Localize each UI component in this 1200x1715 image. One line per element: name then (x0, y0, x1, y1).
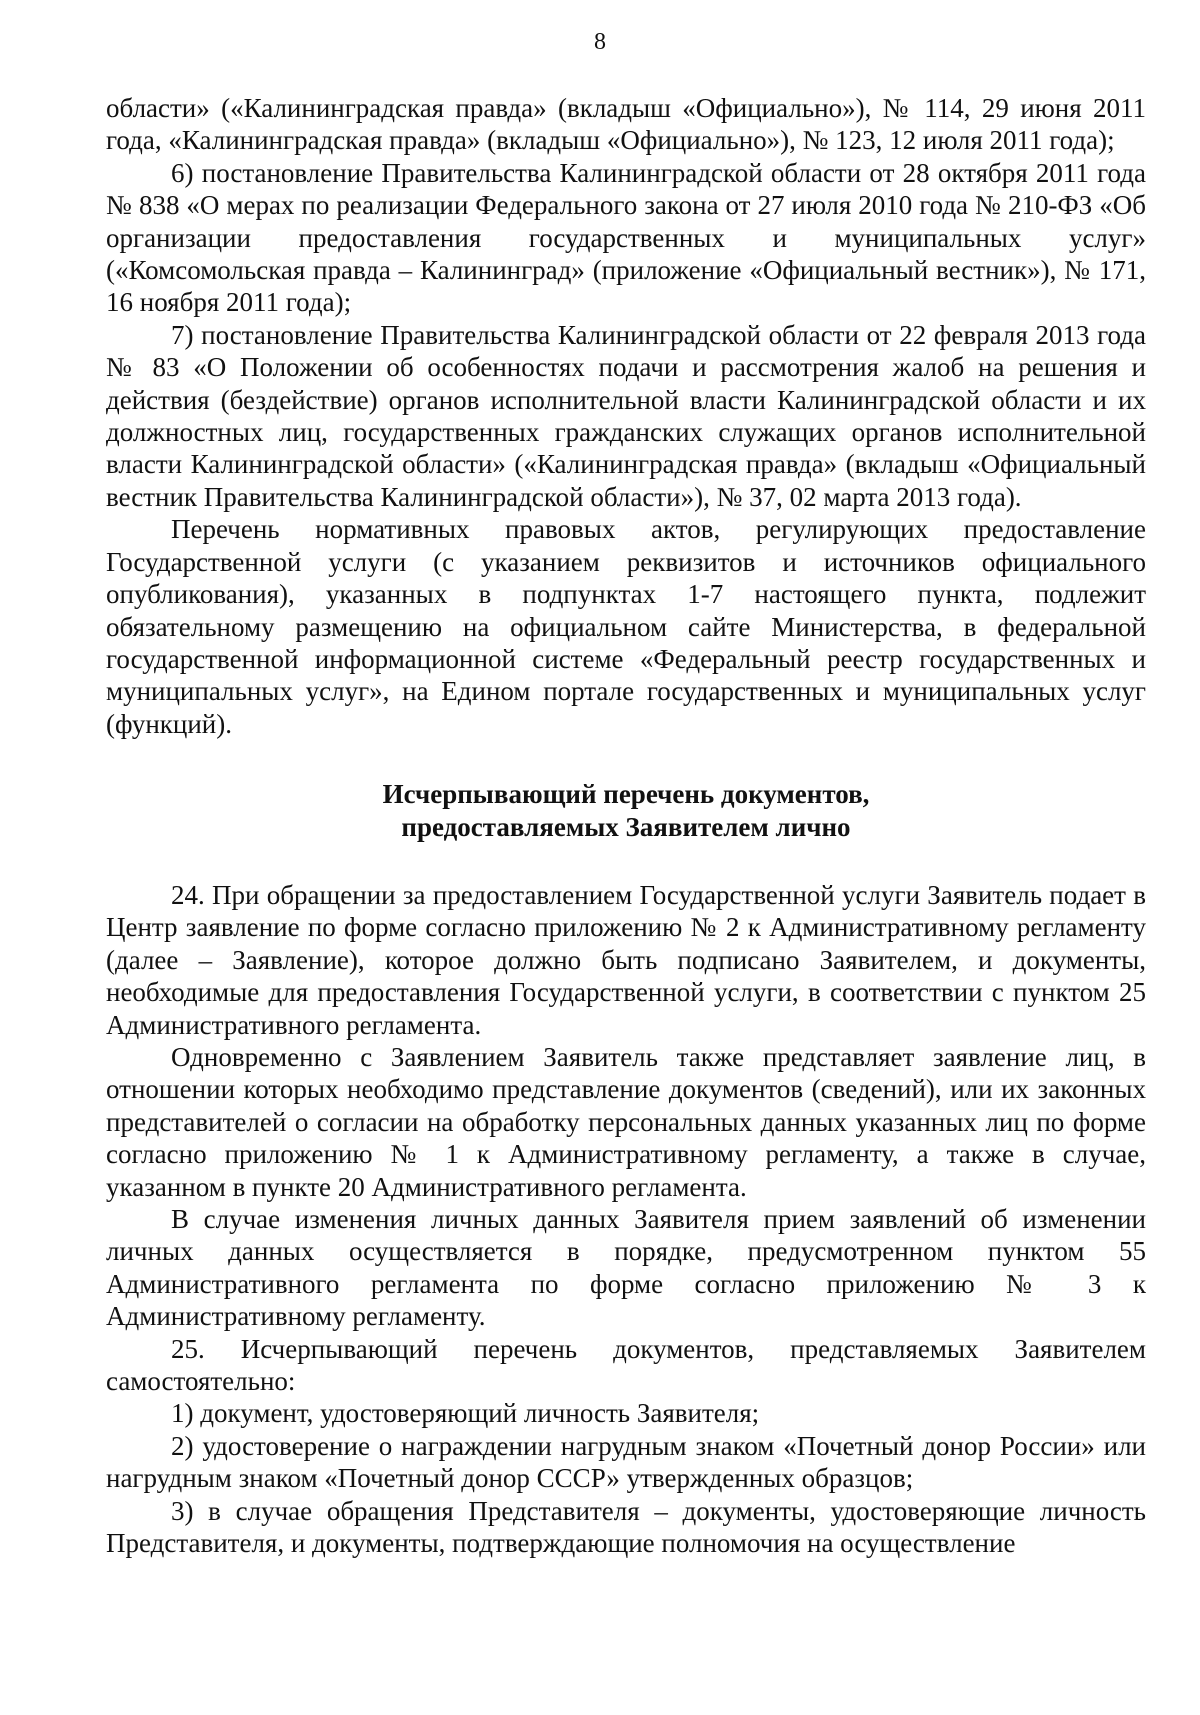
page-number: 8 (594, 29, 606, 55)
paragraph-continuation: области» («Калининградская правда» (вкладыш «Официально»), № 114, 29 июня 2011 года, «Калининградская правда» (вкладыш «Официально»), № 123, 12 июля 2011 года); (106, 93, 1146, 156)
paragraph-24: 24. При обращении за предоставлением Государственной услуги Заявитель подает в Центр заявление по форме согласно приложению № 2 к Административному регламенту (далее – Заявление), которое должно быть подписано Заявителем, и документы, необходимые для предоставления Государственной услуги, в соответствии с пунктом 25 Административного регламента. (106, 879, 1146, 1040)
section-heading (106, 778, 1146, 843)
paragraph-item-7: 7) постановление Правительства Калининградской области от 22 февраля 2013 года № 83 «О Положении об особенностях подачи и рассмотрения жалоб на решения и действия (бездействие) органов исполнительной власти Калининградской области и их должностных лиц, государственных гражданских служащих органов исполнительной власти Калининградской области» («Калининградская правда» (вкладыш «Официальный вестник Правительства Калининградской области»), № 37, 02 марта 2013 года). (106, 319, 1146, 512)
document-body (106, 92, 1146, 1559)
list-item-2: 2) удостоверение о награждении нагрудным знаком «Почетный донор России» или нагрудным знаком «Почетный донор СССР» утвержденных образцов; (106, 1430, 1146, 1494)
paragraph-personal-data-change: В случае изменения личных данных Заявителя прием заявлений об изменении личных данных осуществляется в порядке, предусмотренном пунктом 55 Административного регламента по форме согласно приложению № 3 к Административному регламенту. (106, 1204, 1146, 1332)
list-item-3: 3) в случае обращения Представителя – документы, удостоверяющие личность Представителя, и документы, подтверждающие полномочия на осуществление (106, 1495, 1146, 1559)
paragraph-consent: Одновременно с Заявлением Заявитель также представляет заявление лиц, в отношении которых необходимо представление документов (сведений), или их законных представителей о согласии на обработку персональных данных указанных лиц по форме согласно приложению № 1 к Административному регламенту, а также в случае, указанном в пункте 20 Административного регламента. (106, 1041, 1146, 1202)
section-heading-line2: предоставляемых Заявителем лично (401, 811, 851, 842)
section-heading-line1: Исчерпывающий перечень документов, (382, 779, 870, 810)
paragraph-item-6: 6) постановление Правительства Калининградской области от 28 октября 2011 года № 838 «О мерах по реализации Федерального закона от 27 июля 2010 года № 210-ФЗ «Об организации предоставления государственных и муниципальных услуг» («Комсомольская правда – Калининград» (приложение «Официальный вестник»), № 171, 16 ноября 2011 года); (106, 157, 1146, 318)
list-item-1: 1) документ, удостоверяющий личность Заявителя; (171, 1398, 760, 1429)
paragraph-legal-acts-list: Перечень нормативных правовых актов, регулирующих предоставление Государственной услуги (с указанием реквизитов и источников официального опубликования), указанных в подпунктах 1-7 настоящего пункта, подлежит обязательному размещению на официальном сайте Министерства, в федеральной государственной информационной системе «Федеральный реестр государственных и муниципальных услуг», на Едином портале государственных и муниципальных услуг (функций). (106, 514, 1146, 739)
paragraph-25: 25. Исчерпывающий перечень документов, представляемых Заявителем самостоятельно: (106, 1333, 1146, 1397)
